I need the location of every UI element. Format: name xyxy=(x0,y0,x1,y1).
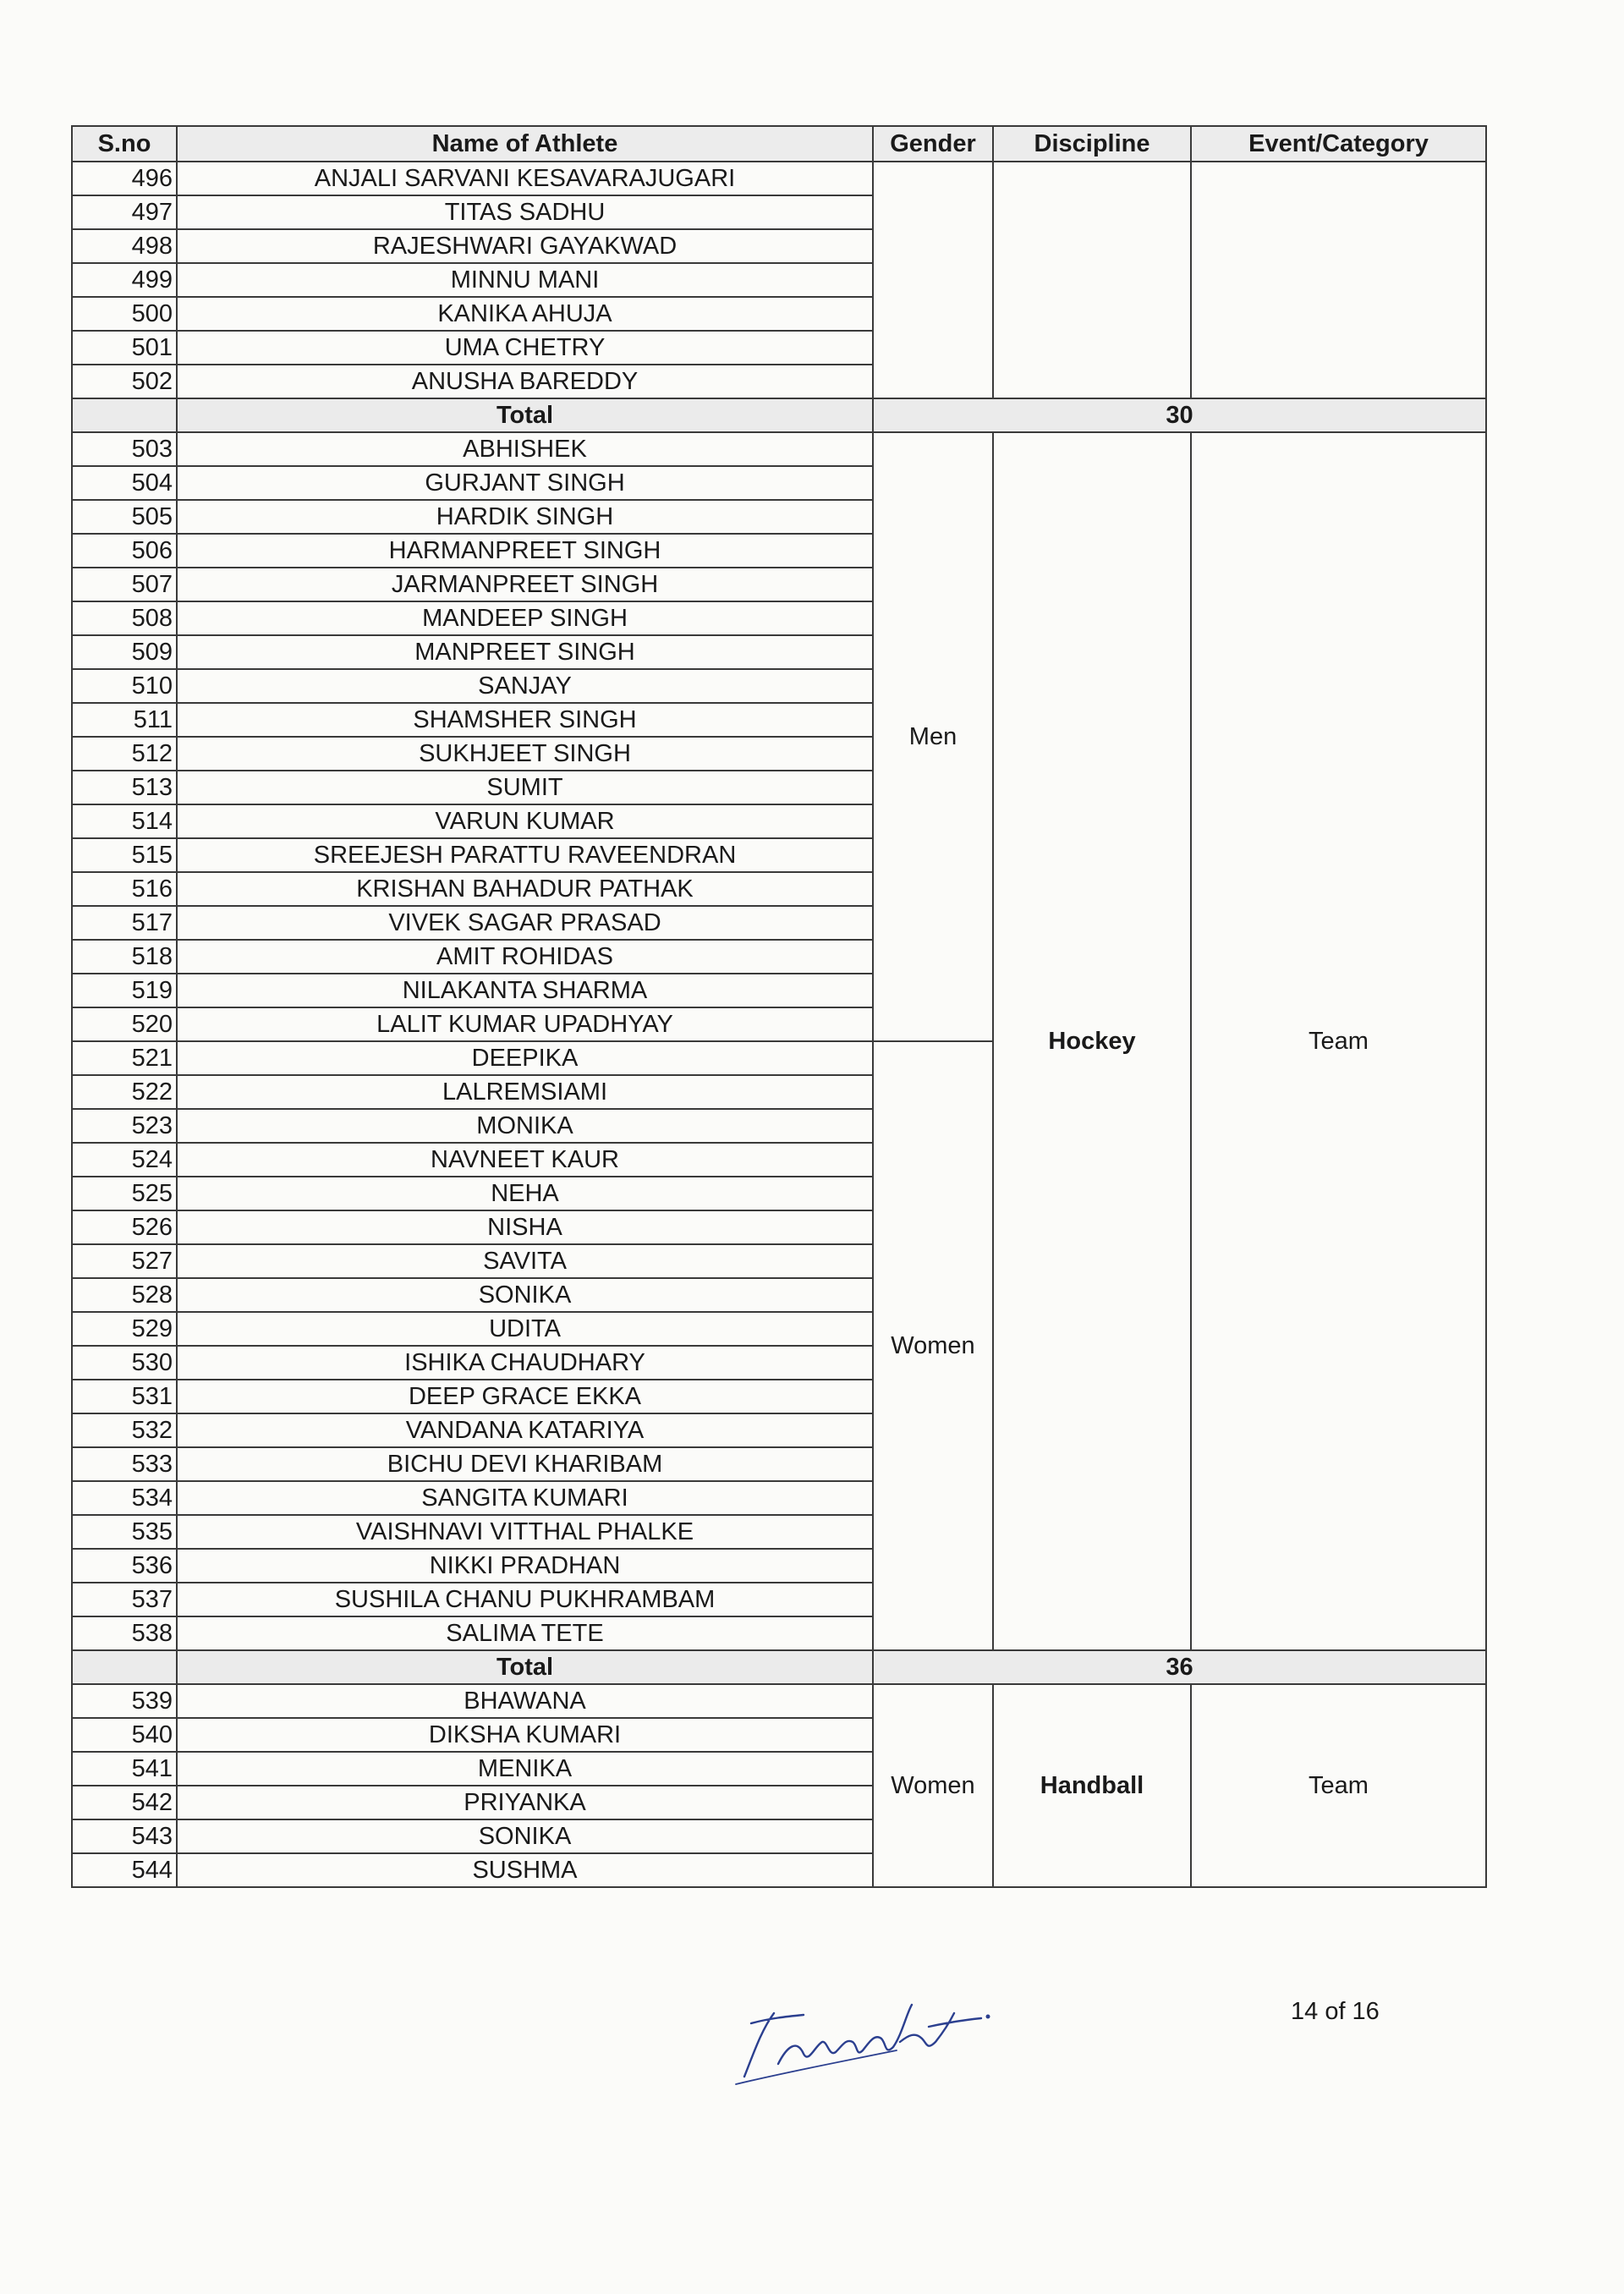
page-number: 14 of 16 xyxy=(1291,1998,1380,2025)
athlete-name: NEHA xyxy=(177,1177,873,1210)
serial-number: 501 xyxy=(72,331,177,365)
table-header xyxy=(72,126,1486,162)
serial-number: 534 xyxy=(72,1481,177,1515)
gender-cell xyxy=(873,162,993,398)
serial-number: 505 xyxy=(72,500,177,534)
athlete-name: SANJAY xyxy=(177,669,873,703)
header-gender: Gender xyxy=(873,126,993,162)
serial-number: 499 xyxy=(72,263,177,297)
athlete-name: LALIT KUMAR UPADHYAY xyxy=(177,1007,873,1041)
athlete-name: GURJANT SINGH xyxy=(177,466,873,500)
serial-number: 497 xyxy=(72,195,177,229)
athlete-name: NIKKI PRADHAN xyxy=(177,1549,873,1583)
serial-number: 517 xyxy=(72,906,177,940)
athlete-name: SUMIT xyxy=(177,771,873,804)
total-blank-cell xyxy=(72,1650,177,1684)
serial-number: 544 xyxy=(72,1853,177,1887)
gender-cell: Women xyxy=(873,1041,993,1650)
athlete-name: VAISHNAVI VITTHAL PHALKE xyxy=(177,1515,873,1549)
serial-number: 530 xyxy=(72,1346,177,1380)
athlete-name: DEEP GRACE EKKA xyxy=(177,1380,873,1413)
serial-number: 516 xyxy=(72,872,177,906)
athlete-name: AMIT ROHIDAS xyxy=(177,940,873,974)
athlete-name: MINNU MANI xyxy=(177,263,873,297)
serial-number: 535 xyxy=(72,1515,177,1549)
serial-number: 504 xyxy=(72,466,177,500)
total-row xyxy=(72,398,1486,432)
header-event: Event/Category xyxy=(1191,126,1486,162)
total-blank-cell xyxy=(72,398,177,432)
athlete-name: SAVITA xyxy=(177,1244,873,1278)
athlete-name: SREEJESH PARATTU RAVEENDRAN xyxy=(177,838,873,872)
serial-number: 520 xyxy=(72,1007,177,1041)
athlete-name: HARMANPREET SINGH xyxy=(177,534,873,568)
total-count: 30 xyxy=(873,398,1486,432)
serial-number: 502 xyxy=(72,365,177,398)
serial-number: 512 xyxy=(72,737,177,771)
header-name: Name of Athlete xyxy=(177,126,873,162)
total-count: 36 xyxy=(873,1650,1486,1684)
serial-number: 511 xyxy=(72,703,177,737)
serial-number: 526 xyxy=(72,1210,177,1244)
serial-number: 538 xyxy=(72,1616,177,1650)
table-row xyxy=(72,432,1486,466)
discipline-cell xyxy=(993,162,1191,398)
serial-number: 506 xyxy=(72,534,177,568)
athlete-name: SUSHMA xyxy=(177,1853,873,1887)
serial-number: 537 xyxy=(72,1583,177,1616)
athlete-name: ANJALI SARVANI KESAVARAJUGARI xyxy=(177,162,873,195)
athlete-name: SONIKA xyxy=(177,1278,873,1312)
serial-number: 523 xyxy=(72,1109,177,1143)
serial-number: 543 xyxy=(72,1819,177,1853)
gender-cell: Women xyxy=(873,1684,993,1887)
serial-number: 503 xyxy=(72,432,177,466)
athlete-name: VANDANA KATARIYA xyxy=(177,1413,873,1447)
athlete-name: ABHISHEK xyxy=(177,432,873,466)
athlete-name: KRISHAN BAHADUR PATHAK xyxy=(177,872,873,906)
serial-number: 536 xyxy=(72,1549,177,1583)
athlete-name: SHAMSHER SINGH xyxy=(177,703,873,737)
athlete-name: BHAWANA xyxy=(177,1684,873,1718)
athlete-name: PRIYANKA xyxy=(177,1786,873,1819)
athlete-name: TITAS SADHU xyxy=(177,195,873,229)
serial-number: 513 xyxy=(72,771,177,804)
athlete-name: LALREMSIAMI xyxy=(177,1075,873,1109)
athlete-name: SUSHILA CHANU PUKHRAMBAM xyxy=(177,1583,873,1616)
serial-number: 509 xyxy=(72,635,177,669)
serial-number: 541 xyxy=(72,1752,177,1786)
athlete-name: MANPREET SINGH xyxy=(177,635,873,669)
athlete-name: KANIKA AHUJA xyxy=(177,297,873,331)
athletes-table xyxy=(71,125,1487,1888)
athlete-name: SALIMA TETE xyxy=(177,1616,873,1650)
table-body xyxy=(72,162,1486,1887)
header-sno: S.no xyxy=(72,126,177,162)
athlete-name: VARUN KUMAR xyxy=(177,804,873,838)
serial-number: 498 xyxy=(72,229,177,263)
athlete-name: UDITA xyxy=(177,1312,873,1346)
serial-number: 532 xyxy=(72,1413,177,1447)
serial-number: 533 xyxy=(72,1447,177,1481)
serial-number: 508 xyxy=(72,601,177,635)
serial-number: 521 xyxy=(72,1041,177,1075)
discipline-cell: Hockey xyxy=(993,432,1191,1650)
athlete-name: HARDIK SINGH xyxy=(177,500,873,534)
event-cell xyxy=(1191,162,1486,398)
total-label: Total xyxy=(177,1650,873,1684)
athlete-name: JARMANPREET SINGH xyxy=(177,568,873,601)
serial-number: 515 xyxy=(72,838,177,872)
serial-number: 522 xyxy=(72,1075,177,1109)
discipline-cell: Handball xyxy=(993,1684,1191,1887)
athlete-name: MONIKA xyxy=(177,1109,873,1143)
serial-number: 524 xyxy=(72,1143,177,1177)
event-cell: Team xyxy=(1191,1684,1486,1887)
serial-number: 519 xyxy=(72,974,177,1007)
header-discipline: Discipline xyxy=(993,126,1191,162)
gender-cell: Men xyxy=(873,432,993,1041)
athlete-name: UMA CHETRY xyxy=(177,331,873,365)
athlete-name: MANDEEP SINGH xyxy=(177,601,873,635)
event-cell: Team xyxy=(1191,432,1486,1650)
athlete-name: NISHA xyxy=(177,1210,873,1244)
athlete-name: SUKHJEET SINGH xyxy=(177,737,873,771)
athlete-name: SONIKA xyxy=(177,1819,873,1853)
athlete-name: DIKSHA KUMARI xyxy=(177,1718,873,1752)
header-row xyxy=(72,126,1486,162)
table-row xyxy=(72,1684,1486,1718)
serial-number: 510 xyxy=(72,669,177,703)
serial-number: 527 xyxy=(72,1244,177,1278)
serial-number: 500 xyxy=(72,297,177,331)
serial-number: 518 xyxy=(72,940,177,974)
total-row xyxy=(72,1650,1486,1684)
serial-number: 507 xyxy=(72,568,177,601)
athlete-name: SANGITA KUMARI xyxy=(177,1481,873,1515)
athlete-name: RAJESHWARI GAYAKWAD xyxy=(177,229,873,263)
serial-number: 528 xyxy=(72,1278,177,1312)
serial-number: 531 xyxy=(72,1380,177,1413)
serial-number: 540 xyxy=(72,1718,177,1752)
total-label: Total xyxy=(177,398,873,432)
athlete-name: MENIKA xyxy=(177,1752,873,1786)
table-row xyxy=(72,162,1486,195)
serial-number: 539 xyxy=(72,1684,177,1718)
athlete-name: ISHIKA CHAUDHARY xyxy=(177,1346,873,1380)
serial-number: 542 xyxy=(72,1786,177,1819)
athlete-name: VIVEK SAGAR PRASAD xyxy=(177,906,873,940)
serial-number: 496 xyxy=(72,162,177,195)
athlete-name: NAVNEET KAUR xyxy=(177,1143,873,1177)
athlete-name: DEEPIKA xyxy=(177,1041,873,1075)
serial-number: 529 xyxy=(72,1312,177,1346)
serial-number: 525 xyxy=(72,1177,177,1210)
athlete-name: BICHU DEVI KHARIBAM xyxy=(177,1447,873,1481)
signature-image xyxy=(727,1979,998,2089)
serial-number: 514 xyxy=(72,804,177,838)
athlete-name: ANUSHA BAREDDY xyxy=(177,365,873,398)
athlete-name: NILAKANTA SHARMA xyxy=(177,974,873,1007)
